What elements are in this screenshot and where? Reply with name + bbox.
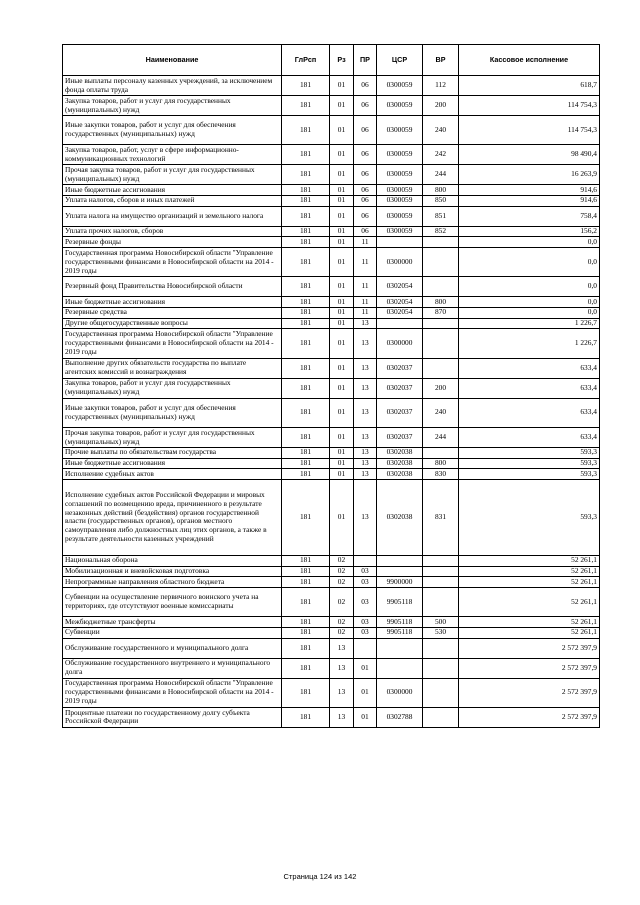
row-vr-cell bbox=[423, 566, 459, 577]
row-rz-cell: 02 bbox=[330, 555, 354, 566]
table-body bbox=[63, 76, 600, 728]
row-csr-cell: 9905118 bbox=[377, 627, 423, 638]
row-glrsp-cell: 181 bbox=[282, 428, 330, 448]
row-name-cell: Другие общегосударственные вопросы bbox=[63, 318, 282, 329]
row-csr-cell: 9900000 bbox=[377, 577, 423, 588]
row-vr-cell: 244 bbox=[423, 165, 459, 185]
row-rz-cell: 01 bbox=[330, 185, 354, 196]
row-pr-cell: 06 bbox=[354, 165, 377, 185]
row-amount-cell: 1 226,7 bbox=[459, 318, 600, 329]
row-pr-cell: 03 bbox=[354, 587, 377, 616]
column-header-vr: ВР bbox=[423, 45, 459, 76]
row-vr-cell bbox=[423, 678, 459, 707]
row-amount-cell: 52 261,1 bbox=[459, 617, 600, 628]
row-rz-cell: 01 bbox=[330, 448, 354, 459]
row-rz-cell: 01 bbox=[330, 480, 354, 556]
table-row bbox=[63, 428, 600, 448]
row-pr-cell: 11 bbox=[354, 297, 377, 308]
row-csr-cell: 0300059 bbox=[377, 206, 423, 226]
table-row bbox=[63, 638, 600, 658]
row-rz-cell: 01 bbox=[330, 329, 354, 358]
row-rz-cell: 02 bbox=[330, 587, 354, 616]
table-row bbox=[63, 116, 600, 145]
row-pr-cell: 11 bbox=[354, 237, 377, 248]
table-row bbox=[63, 145, 600, 165]
table-row bbox=[63, 297, 600, 308]
row-name-cell: Национальная оборона bbox=[63, 555, 282, 566]
row-glrsp-cell: 181 bbox=[282, 318, 330, 329]
column-header-pr: ПР bbox=[354, 45, 377, 76]
row-csr-cell: 0300059 bbox=[377, 96, 423, 116]
row-csr-cell: 0302054 bbox=[377, 277, 423, 297]
row-pr-cell: 06 bbox=[354, 185, 377, 196]
row-pr-cell: 06 bbox=[354, 76, 377, 96]
row-name-cell: Субвенции на осуществление первичного воинского учета на территориях, где отсутствуют военные комиссариаты bbox=[63, 587, 282, 616]
table-row bbox=[63, 358, 600, 378]
table-row bbox=[63, 469, 600, 480]
row-vr-cell: 851 bbox=[423, 206, 459, 226]
row-vr-cell bbox=[423, 329, 459, 358]
row-vr-cell: 852 bbox=[423, 226, 459, 237]
row-name-cell: Уплата прочих налогов, сборов bbox=[63, 226, 282, 237]
row-vr-cell: 850 bbox=[423, 195, 459, 206]
row-glrsp-cell: 181 bbox=[282, 627, 330, 638]
row-pr-cell: 13 bbox=[354, 358, 377, 378]
row-pr-cell: 03 bbox=[354, 577, 377, 588]
row-pr-cell: 13 bbox=[354, 329, 377, 358]
row-name-cell: Прочая закупка товаров, работ и услуг для государственных (муниципальных) нужд bbox=[63, 428, 282, 448]
row-glrsp-cell: 181 bbox=[282, 469, 330, 480]
row-amount-cell: 52 261,1 bbox=[459, 555, 600, 566]
row-pr-cell: 01 bbox=[354, 707, 377, 727]
row-amount-cell: 52 261,1 bbox=[459, 627, 600, 638]
row-pr-cell: 06 bbox=[354, 206, 377, 226]
row-vr-cell: 244 bbox=[423, 428, 459, 448]
row-csr-cell: 0302038 bbox=[377, 448, 423, 459]
row-glrsp-cell: 181 bbox=[282, 185, 330, 196]
row-name-cell: Государственная программа Новосибирской области "Управление государственными финансами в Новосибирской области на 2014 - 2019 годы bbox=[63, 248, 282, 277]
row-pr-cell: 03 bbox=[354, 566, 377, 577]
row-csr-cell: 0300000 bbox=[377, 329, 423, 358]
table-header-row bbox=[63, 45, 600, 76]
row-rz-cell: 01 bbox=[330, 277, 354, 297]
row-pr-cell: 13 bbox=[354, 378, 377, 398]
row-vr-cell: 800 bbox=[423, 185, 459, 196]
row-name-cell: Уплата налогов, сборов и иных платежей bbox=[63, 195, 282, 206]
row-csr-cell bbox=[377, 638, 423, 658]
row-glrsp-cell: 181 bbox=[282, 658, 330, 678]
row-rz-cell: 02 bbox=[330, 577, 354, 588]
row-rz-cell: 02 bbox=[330, 627, 354, 638]
row-rz-cell: 01 bbox=[330, 378, 354, 398]
row-amount-cell: 0,0 bbox=[459, 308, 600, 319]
row-glrsp-cell: 181 bbox=[282, 165, 330, 185]
row-pr-cell: 06 bbox=[354, 116, 377, 145]
table-row bbox=[63, 308, 600, 319]
column-header-amount: Кассовое исполнение bbox=[459, 45, 600, 76]
row-name-cell: Закупка товаров, работ и услуг для государственных (муниципальных) нужд bbox=[63, 378, 282, 398]
row-csr-cell: 0300000 bbox=[377, 248, 423, 277]
row-csr-cell: 0302788 bbox=[377, 707, 423, 727]
table-row bbox=[63, 566, 600, 577]
row-amount-cell: 593,3 bbox=[459, 458, 600, 469]
row-amount-cell: 114 754,3 bbox=[459, 116, 600, 145]
row-name-cell: Иные бюджетные ассигнования bbox=[63, 458, 282, 469]
row-rz-cell: 01 bbox=[330, 358, 354, 378]
row-csr-cell: 0300059 bbox=[377, 76, 423, 96]
row-csr-cell: 0302038 bbox=[377, 458, 423, 469]
row-amount-cell: 0,0 bbox=[459, 297, 600, 308]
row-vr-cell: 800 bbox=[423, 297, 459, 308]
table-row bbox=[63, 627, 600, 638]
row-rz-cell: 01 bbox=[330, 469, 354, 480]
table-row bbox=[63, 617, 600, 628]
row-pr-cell: 13 bbox=[354, 469, 377, 480]
row-pr-cell: 03 bbox=[354, 627, 377, 638]
row-pr-cell bbox=[354, 555, 377, 566]
row-amount-cell: 114 754,3 bbox=[459, 96, 600, 116]
row-csr-cell bbox=[377, 237, 423, 248]
row-pr-cell: 11 bbox=[354, 308, 377, 319]
row-glrsp-cell: 181 bbox=[282, 448, 330, 459]
table-row bbox=[63, 658, 600, 678]
row-amount-cell: 16 263,9 bbox=[459, 165, 600, 185]
row-vr-cell: 870 bbox=[423, 308, 459, 319]
row-pr-cell: 11 bbox=[354, 277, 377, 297]
row-amount-cell: 618,7 bbox=[459, 76, 600, 96]
row-amount-cell: 52 261,1 bbox=[459, 587, 600, 616]
row-vr-cell: 240 bbox=[423, 116, 459, 145]
row-amount-cell: 2 572 397,9 bbox=[459, 638, 600, 658]
row-name-cell: Закупка товаров, работ, услуг в сфере информационно-коммуникационных технологий bbox=[63, 145, 282, 165]
row-rz-cell: 01 bbox=[330, 248, 354, 277]
row-glrsp-cell: 181 bbox=[282, 116, 330, 145]
row-pr-cell: 13 bbox=[354, 458, 377, 469]
table-row bbox=[63, 185, 600, 196]
table-row bbox=[63, 398, 600, 427]
row-rz-cell: 02 bbox=[330, 617, 354, 628]
row-pr-cell: 06 bbox=[354, 226, 377, 237]
row-glrsp-cell: 181 bbox=[282, 277, 330, 297]
row-rz-cell: 02 bbox=[330, 566, 354, 577]
row-name-cell: Выполнение других обязательств государства по выплате агентских комиссий и вознаграждения bbox=[63, 358, 282, 378]
table-row bbox=[63, 480, 600, 556]
row-name-cell: Обслуживание государственного и муниципального долга bbox=[63, 638, 282, 658]
row-glrsp-cell: 181 bbox=[282, 226, 330, 237]
row-amount-cell: 2 572 397,9 bbox=[459, 658, 600, 678]
row-glrsp-cell: 181 bbox=[282, 480, 330, 556]
page-number: Страница 124 из 142 bbox=[283, 872, 357, 881]
column-header-name: Наименование bbox=[63, 45, 282, 76]
table-row bbox=[63, 555, 600, 566]
row-pr-cell: 13 bbox=[354, 448, 377, 459]
table-row bbox=[63, 277, 600, 297]
row-glrsp-cell: 181 bbox=[282, 566, 330, 577]
row-amount-cell: 593,3 bbox=[459, 469, 600, 480]
row-name-cell: Закупка товаров, работ и услуг для государственных (муниципальных) нужд bbox=[63, 96, 282, 116]
row-amount-cell: 633,4 bbox=[459, 378, 600, 398]
row-amount-cell: 156,2 bbox=[459, 226, 600, 237]
row-vr-cell: 200 bbox=[423, 96, 459, 116]
row-glrsp-cell: 181 bbox=[282, 555, 330, 566]
row-vr-cell: 242 bbox=[423, 145, 459, 165]
row-name-cell: Резервный фонд Правительства Новосибирской области bbox=[63, 277, 282, 297]
row-csr-cell: 0302054 bbox=[377, 308, 423, 319]
row-pr-cell: 06 bbox=[354, 96, 377, 116]
row-glrsp-cell: 181 bbox=[282, 707, 330, 727]
row-rz-cell: 01 bbox=[330, 226, 354, 237]
row-rz-cell: 01 bbox=[330, 96, 354, 116]
row-name-cell: Иные бюджетные ассигнования bbox=[63, 185, 282, 196]
row-glrsp-cell: 181 bbox=[282, 206, 330, 226]
budget-execution-table bbox=[62, 44, 600, 728]
row-amount-cell: 633,4 bbox=[459, 358, 600, 378]
row-name-cell: Государственная программа Новосибирской области "Управление государственными финансами в Новосибирской области на 2014 - 2019 годы bbox=[63, 678, 282, 707]
row-rz-cell: 01 bbox=[330, 195, 354, 206]
row-name-cell: Мобилизационная и вневойсковая подготовка bbox=[63, 566, 282, 577]
row-amount-cell: 593,3 bbox=[459, 448, 600, 459]
row-amount-cell: 52 261,1 bbox=[459, 566, 600, 577]
row-csr-cell: 0300059 bbox=[377, 165, 423, 185]
row-name-cell: Иные бюджетные ассигнования bbox=[63, 297, 282, 308]
row-rz-cell: 01 bbox=[330, 458, 354, 469]
table-row bbox=[63, 378, 600, 398]
row-csr-cell: 0302037 bbox=[377, 428, 423, 448]
row-pr-cell: 13 bbox=[354, 480, 377, 556]
row-vr-cell: 240 bbox=[423, 398, 459, 427]
row-csr-cell: 0300059 bbox=[377, 195, 423, 206]
row-amount-cell: 914,6 bbox=[459, 185, 600, 196]
row-csr-cell: 0302038 bbox=[377, 480, 423, 556]
row-vr-cell bbox=[423, 555, 459, 566]
row-rz-cell: 01 bbox=[330, 206, 354, 226]
row-pr-cell: 13 bbox=[354, 428, 377, 448]
row-amount-cell: 1 226,7 bbox=[459, 329, 600, 358]
row-vr-cell: 500 bbox=[423, 617, 459, 628]
row-csr-cell: 0302037 bbox=[377, 378, 423, 398]
row-amount-cell: 758,4 bbox=[459, 206, 600, 226]
row-name-cell: Процентные платежи по государственному долгу субъекта Российской Федерации bbox=[63, 707, 282, 727]
row-csr-cell bbox=[377, 566, 423, 577]
row-csr-cell: 0300059 bbox=[377, 226, 423, 237]
row-csr-cell: 9905118 bbox=[377, 617, 423, 628]
row-amount-cell: 0,0 bbox=[459, 277, 600, 297]
row-name-cell: Обслуживание государственного внутреннего и муниципального долга bbox=[63, 658, 282, 678]
table-row bbox=[63, 237, 600, 248]
row-rz-cell: 01 bbox=[330, 308, 354, 319]
row-glrsp-cell: 181 bbox=[282, 248, 330, 277]
row-pr-cell: 13 bbox=[354, 398, 377, 427]
row-name-cell: Резервные средства bbox=[63, 308, 282, 319]
row-rz-cell: 01 bbox=[330, 237, 354, 248]
row-vr-cell bbox=[423, 577, 459, 588]
row-csr-cell bbox=[377, 658, 423, 678]
row-pr-cell: 06 bbox=[354, 195, 377, 206]
row-csr-cell: 0300059 bbox=[377, 185, 423, 196]
row-csr-cell: 0302054 bbox=[377, 297, 423, 308]
row-amount-cell: 633,4 bbox=[459, 428, 600, 448]
row-vr-cell bbox=[423, 658, 459, 678]
row-vr-cell bbox=[423, 448, 459, 459]
row-amount-cell: 98 490,4 bbox=[459, 145, 600, 165]
column-header-csr: ЦСР bbox=[377, 45, 423, 76]
row-amount-cell: 914,6 bbox=[459, 195, 600, 206]
row-vr-cell: 200 bbox=[423, 378, 459, 398]
row-glrsp-cell: 181 bbox=[282, 458, 330, 469]
row-glrsp-cell: 181 bbox=[282, 638, 330, 658]
row-vr-cell bbox=[423, 587, 459, 616]
row-glrsp-cell: 181 bbox=[282, 358, 330, 378]
row-rz-cell: 01 bbox=[330, 165, 354, 185]
row-glrsp-cell: 181 bbox=[282, 237, 330, 248]
row-glrsp-cell: 181 bbox=[282, 398, 330, 427]
column-header-rz: Рз bbox=[330, 45, 354, 76]
row-pr-cell: 01 bbox=[354, 658, 377, 678]
row-glrsp-cell: 181 bbox=[282, 577, 330, 588]
row-name-cell: Прочие выплаты по обязательствам государства bbox=[63, 448, 282, 459]
row-vr-cell: 530 bbox=[423, 627, 459, 638]
row-name-cell: Резервные фонды bbox=[63, 237, 282, 248]
row-rz-cell: 01 bbox=[330, 297, 354, 308]
table-row bbox=[63, 707, 600, 727]
row-name-cell: Уплата налога на имущество организаций и земельного налога bbox=[63, 206, 282, 226]
row-amount-cell: 633,4 bbox=[459, 398, 600, 427]
table-row bbox=[63, 195, 600, 206]
row-csr-cell: 0300000 bbox=[377, 678, 423, 707]
column-header-glrsp: ГлРсп bbox=[282, 45, 330, 76]
row-amount-cell: 0,0 bbox=[459, 248, 600, 277]
row-pr-cell: 01 bbox=[354, 678, 377, 707]
row-rz-cell: 13 bbox=[330, 638, 354, 658]
row-csr-cell: 9905118 bbox=[377, 587, 423, 616]
row-csr-cell: 0300059 bbox=[377, 145, 423, 165]
table-row bbox=[63, 76, 600, 96]
row-glrsp-cell: 181 bbox=[282, 96, 330, 116]
row-name-cell: Государственная программа Новосибирской области "Управление государственными финансами в Новосибирской области на 2014 - 2019 годы bbox=[63, 329, 282, 358]
row-name-cell: Исполнение судебных актов bbox=[63, 469, 282, 480]
row-rz-cell: 13 bbox=[330, 678, 354, 707]
row-amount-cell: 52 261,1 bbox=[459, 577, 600, 588]
row-glrsp-cell: 181 bbox=[282, 76, 330, 96]
row-vr-cell bbox=[423, 707, 459, 727]
table-row bbox=[63, 587, 600, 616]
budget-table-container bbox=[62, 44, 599, 728]
row-vr-cell bbox=[423, 277, 459, 297]
row-amount-cell: 2 572 397,9 bbox=[459, 678, 600, 707]
table-row bbox=[63, 678, 600, 707]
row-pr-cell: 06 bbox=[354, 145, 377, 165]
row-rz-cell: 01 bbox=[330, 398, 354, 427]
row-name-cell: Непрограммные направления областного бюджета bbox=[63, 577, 282, 588]
row-glrsp-cell: 181 bbox=[282, 678, 330, 707]
row-name-cell: Иные выплаты персоналу казенных учреждений, за исключением фонда оплаты труда bbox=[63, 76, 282, 96]
table-row bbox=[63, 226, 600, 237]
row-rz-cell: 13 bbox=[330, 658, 354, 678]
row-glrsp-cell: 181 bbox=[282, 297, 330, 308]
row-name-cell: Иные закупки товаров, работ и услуг для обеспечения государственных (муниципальных) нужд bbox=[63, 398, 282, 427]
row-csr-cell: 0302037 bbox=[377, 398, 423, 427]
row-pr-cell: 03 bbox=[354, 617, 377, 628]
table-row bbox=[63, 329, 600, 358]
row-glrsp-cell: 181 bbox=[282, 329, 330, 358]
row-rz-cell: 01 bbox=[330, 76, 354, 96]
table-row bbox=[63, 206, 600, 226]
row-vr-cell: 831 bbox=[423, 480, 459, 556]
row-vr-cell: 800 bbox=[423, 458, 459, 469]
row-rz-cell: 01 bbox=[330, 318, 354, 329]
row-csr-cell: 0302037 bbox=[377, 358, 423, 378]
row-csr-cell bbox=[377, 555, 423, 566]
row-vr-cell bbox=[423, 318, 459, 329]
row-csr-cell: 0302038 bbox=[377, 469, 423, 480]
row-name-cell: Межбюджетные трансферты bbox=[63, 617, 282, 628]
row-name-cell: Иные закупки товаров, работ и услуг для обеспечения государственных (муниципальных) нужд bbox=[63, 116, 282, 145]
table-row bbox=[63, 165, 600, 185]
row-rz-cell: 01 bbox=[330, 145, 354, 165]
row-amount-cell: 2 572 397,9 bbox=[459, 707, 600, 727]
row-amount-cell: 0,0 bbox=[459, 237, 600, 248]
row-glrsp-cell: 181 bbox=[282, 195, 330, 206]
row-glrsp-cell: 181 bbox=[282, 617, 330, 628]
row-name-cell: Субвенции bbox=[63, 627, 282, 638]
row-vr-cell bbox=[423, 358, 459, 378]
row-glrsp-cell: 181 bbox=[282, 378, 330, 398]
table-row bbox=[63, 318, 600, 329]
row-vr-cell bbox=[423, 638, 459, 658]
row-pr-cell: 13 bbox=[354, 318, 377, 329]
row-rz-cell: 01 bbox=[330, 428, 354, 448]
row-csr-cell bbox=[377, 318, 423, 329]
table-row bbox=[63, 448, 600, 459]
row-glrsp-cell: 181 bbox=[282, 587, 330, 616]
table-row bbox=[63, 96, 600, 116]
row-name-cell: Прочая закупка товаров, работ и услуг для государственных (муниципальных) нужд bbox=[63, 165, 282, 185]
row-vr-cell: 112 bbox=[423, 76, 459, 96]
row-pr-cell bbox=[354, 638, 377, 658]
row-vr-cell bbox=[423, 237, 459, 248]
row-rz-cell: 01 bbox=[330, 116, 354, 145]
row-amount-cell: 593,3 bbox=[459, 480, 600, 556]
table-row bbox=[63, 248, 600, 277]
row-vr-cell: 830 bbox=[423, 469, 459, 480]
row-rz-cell: 13 bbox=[330, 707, 354, 727]
row-name-cell: Исполнение судебных актов Российской Федерации и мировых соглашений по возмещению вреда, причиненного в результате незаконных действий (бездействия) органов государственной власти (государственных органов), органов местного самоуправления либо должностных лиц этих органов, а также в результате деятельности казенных учреждений bbox=[63, 480, 282, 556]
table-row bbox=[63, 577, 600, 588]
table-row bbox=[63, 458, 600, 469]
row-vr-cell bbox=[423, 248, 459, 277]
row-csr-cell: 0300059 bbox=[377, 116, 423, 145]
row-glrsp-cell: 181 bbox=[282, 308, 330, 319]
row-glrsp-cell: 181 bbox=[282, 145, 330, 165]
row-pr-cell: 11 bbox=[354, 248, 377, 277]
